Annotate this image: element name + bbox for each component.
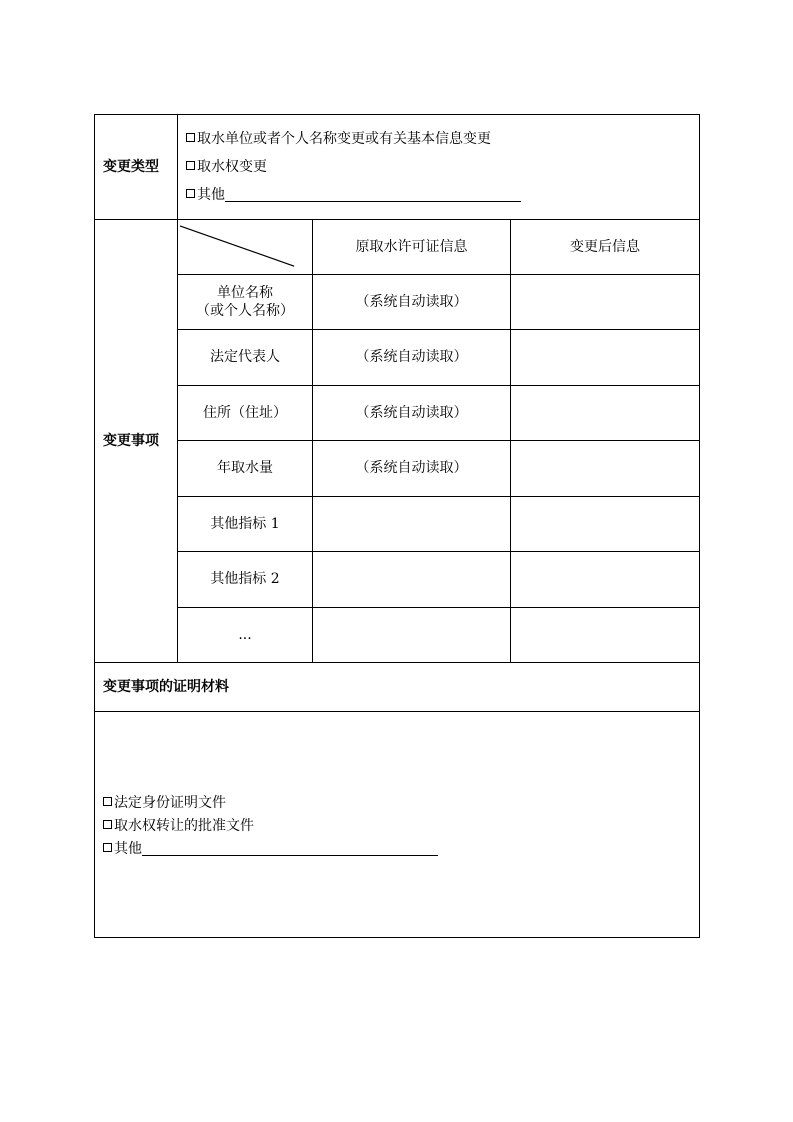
- row-name-cell: 年取水量: [178, 441, 313, 497]
- proof-options-row: [95, 712, 700, 938]
- checkbox-icon[interactable]: [186, 161, 195, 170]
- other-blank-line[interactable]: [225, 184, 521, 202]
- change-type-options: [178, 115, 700, 220]
- proof-option-other[interactable]: [103, 838, 699, 861]
- checkbox-icon[interactable]: [103, 843, 112, 852]
- option-label: 其他: [114, 841, 142, 857]
- table-row: [95, 330, 700, 386]
- option-label: 取水权变更: [197, 159, 267, 175]
- original-value-cell[interactable]: [313, 497, 511, 552]
- diagonal-header-cell: [178, 220, 313, 275]
- change-type-row: [95, 115, 700, 220]
- change-items-label: 变更事项: [95, 220, 178, 663]
- original-value-cell[interactable]: [313, 552, 511, 608]
- table-row: [95, 386, 700, 441]
- option-label: 法定身份证明文件: [114, 795, 226, 811]
- table-row: [95, 552, 700, 608]
- change-type-option-water-right[interactable]: [186, 153, 699, 181]
- row-name-cell: 其他指标 2: [178, 552, 313, 608]
- proof-header-row: [95, 663, 700, 712]
- col-header-after: 变更后信息: [511, 220, 700, 275]
- after-value-cell[interactable]: [511, 386, 700, 441]
- after-value-cell[interactable]: [511, 552, 700, 608]
- table-row: [95, 497, 700, 552]
- table-row: [95, 608, 700, 663]
- proof-label: 变更事项的证明材料: [95, 663, 700, 712]
- after-value-cell[interactable]: [511, 330, 700, 386]
- col-header-original: 原取水许可证信息: [313, 220, 511, 275]
- checkbox-icon[interactable]: [103, 797, 112, 806]
- checkbox-icon[interactable]: [103, 820, 112, 829]
- after-value-cell[interactable]: [511, 497, 700, 552]
- option-label: 取水权转让的批准文件: [114, 818, 254, 834]
- other-blank-line[interactable]: [142, 838, 438, 856]
- row-name-line1: 单位名称: [217, 284, 273, 301]
- diagonal-line: [178, 220, 312, 274]
- checkbox-icon[interactable]: [186, 189, 195, 198]
- option-label: 取水单位或者个人名称变更或有关基本信息变更: [197, 131, 491, 147]
- after-value-cell[interactable]: [511, 275, 700, 330]
- table-row: [95, 441, 700, 497]
- row-name-line2: （或个人名称）: [196, 303, 294, 319]
- original-value-cell: （系统自动读取）: [313, 275, 511, 330]
- change-type-option-basic-info[interactable]: [186, 125, 699, 153]
- original-value-cell[interactable]: [313, 608, 511, 663]
- row-name-cell: [178, 275, 313, 330]
- proof-options-cell: [95, 712, 700, 938]
- proof-option-approval[interactable]: [103, 815, 699, 838]
- row-name-cell: ...: [178, 608, 313, 663]
- row-name-cell: 其他指标 1: [178, 497, 313, 552]
- original-value-cell: （系统自动读取）: [313, 441, 511, 497]
- change-form-table: [94, 114, 700, 938]
- change-items-header-row: [95, 220, 700, 275]
- proof-option-identity[interactable]: [103, 792, 699, 815]
- after-value-cell[interactable]: [511, 608, 700, 663]
- option-label: 其他: [197, 187, 225, 203]
- checkbox-icon[interactable]: [186, 133, 195, 142]
- change-type-option-other[interactable]: [186, 181, 699, 209]
- original-value-cell: （系统自动读取）: [313, 386, 511, 441]
- change-type-label: 变更类型: [95, 115, 178, 220]
- after-value-cell[interactable]: [511, 441, 700, 497]
- table-row: [95, 275, 700, 330]
- original-value-cell: （系统自动读取）: [313, 330, 511, 386]
- row-name-cell: 住所（住址）: [178, 386, 313, 441]
- row-name-cell: 法定代表人: [178, 330, 313, 386]
